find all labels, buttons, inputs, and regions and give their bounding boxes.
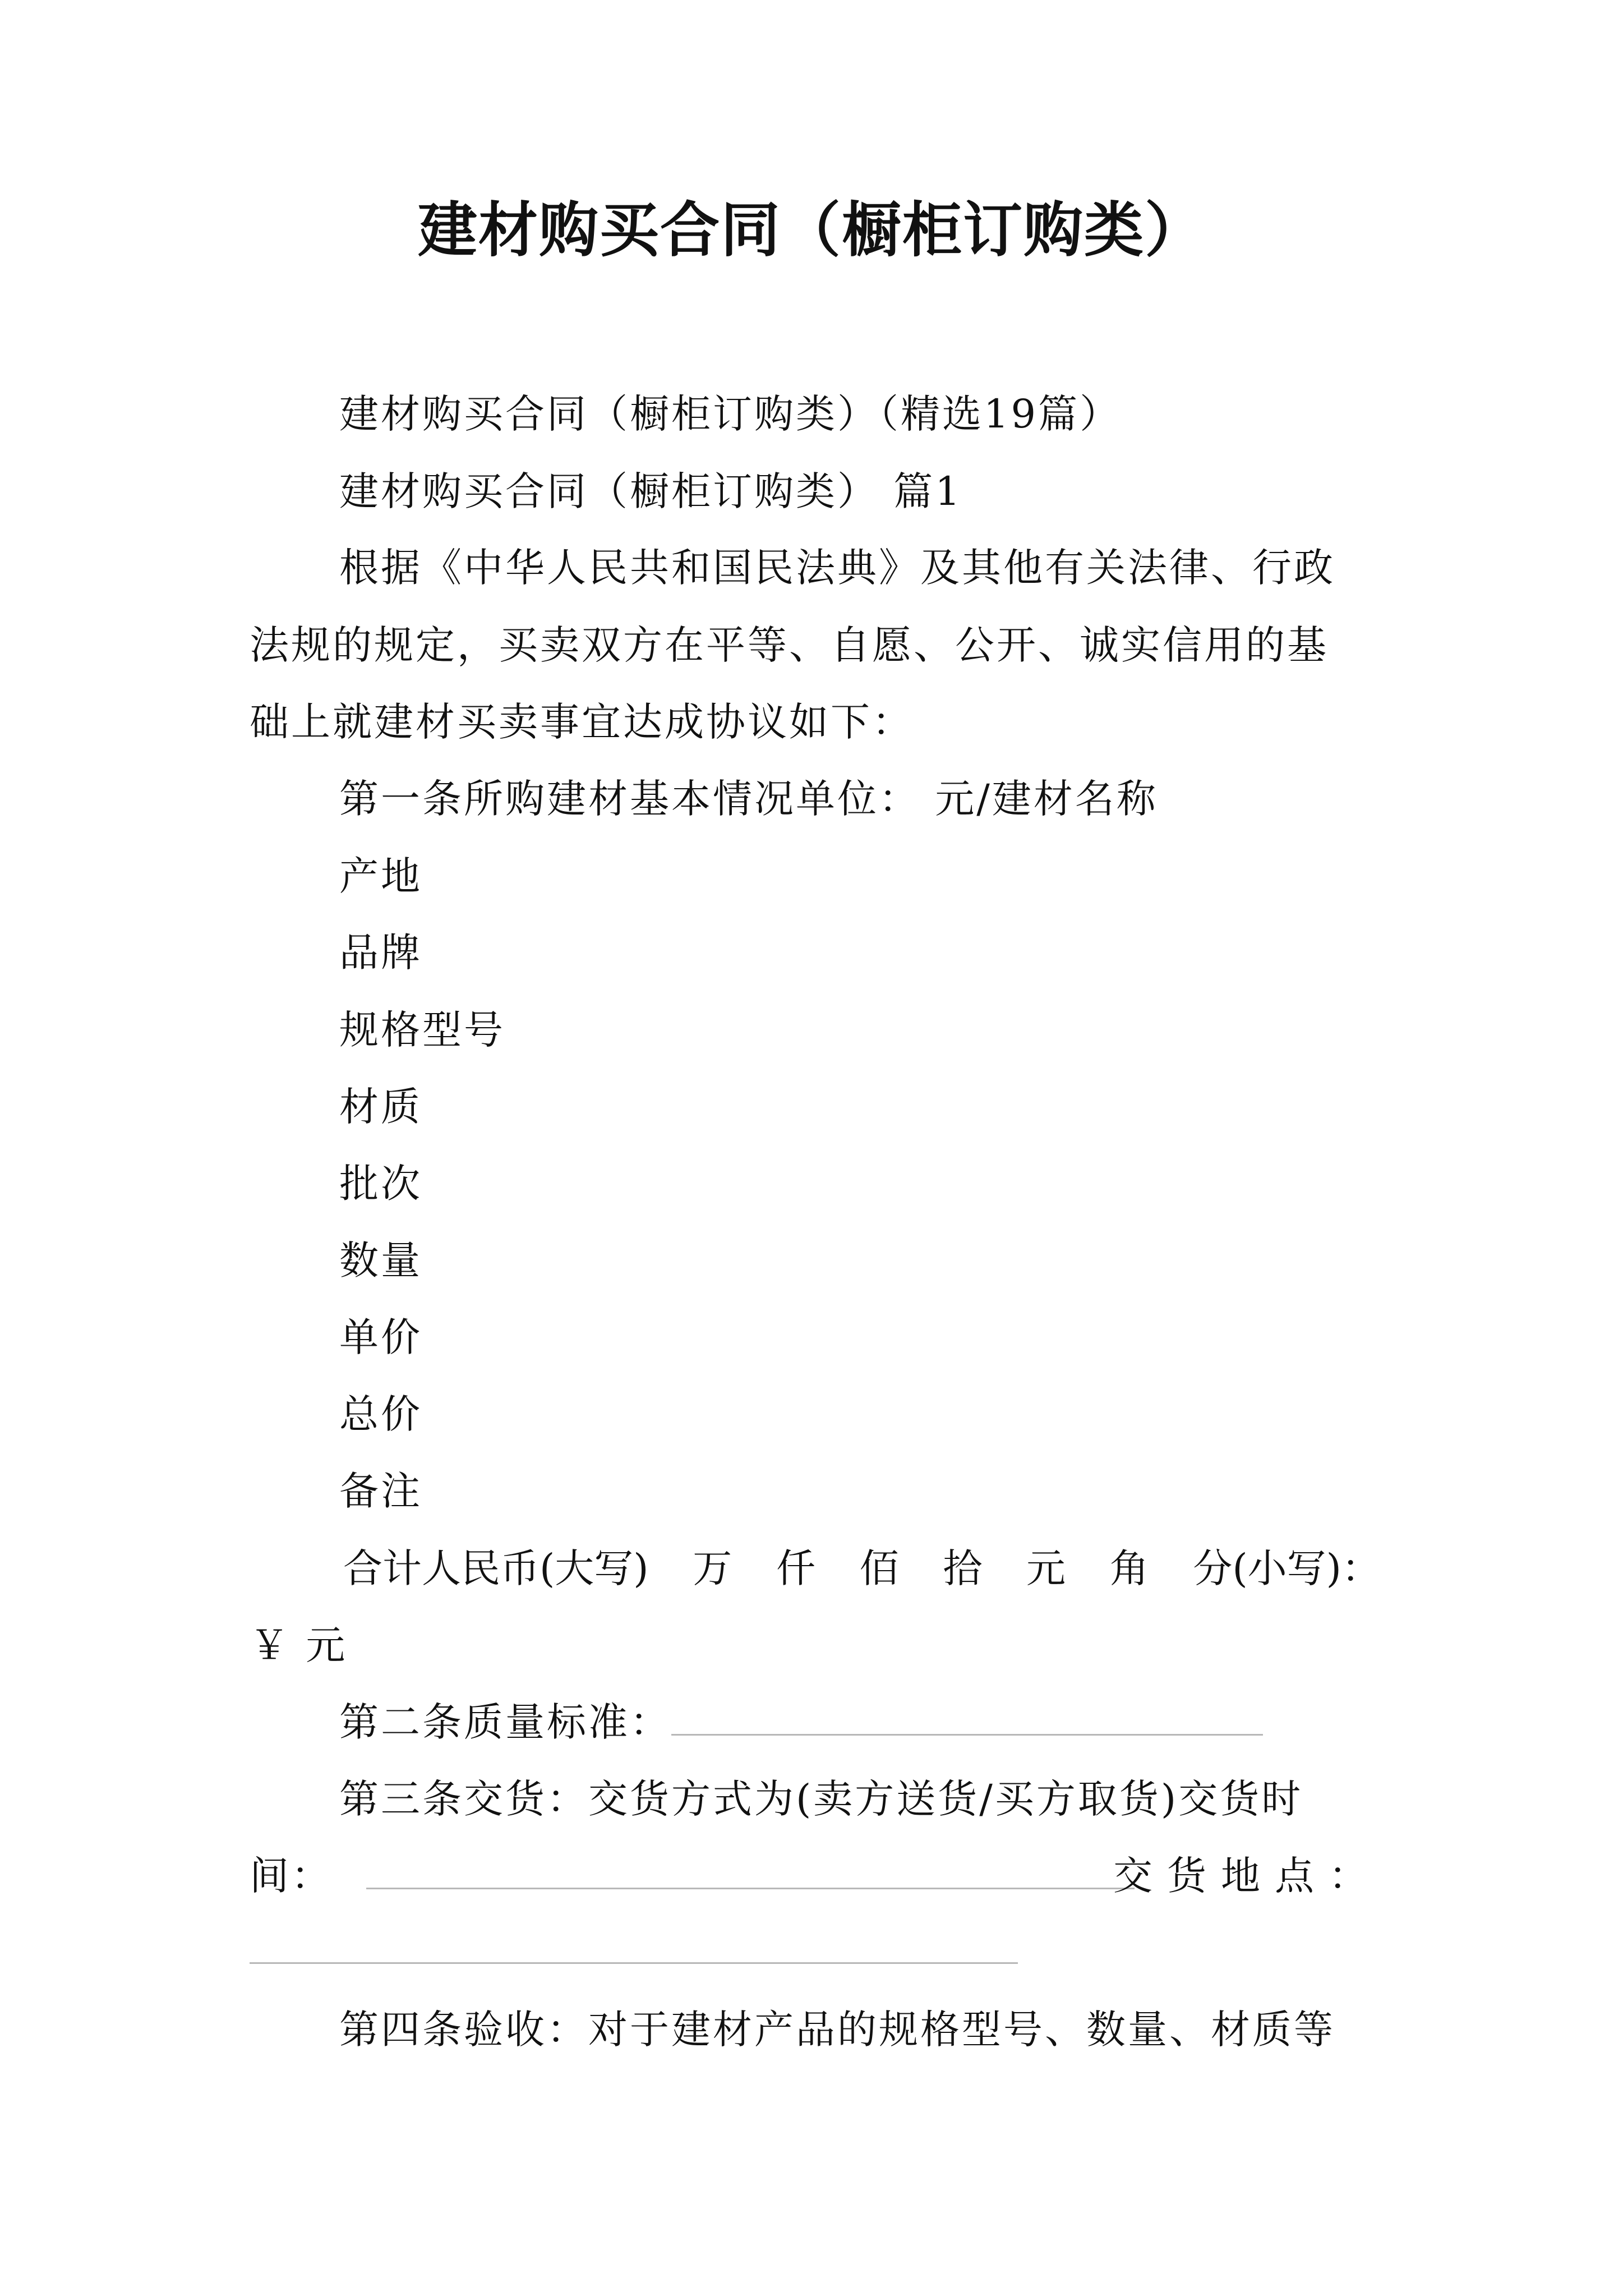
total-unit-fen-small: 分(小写)： — [1193, 1545, 1381, 1591]
intro-line-2: 法规的规定，买卖双方在平等、自愿、公开、诚实信用的基 — [250, 622, 1329, 668]
article-1: 第一条所购建材基本情况单位： 元/建材名称 — [339, 776, 1158, 822]
delivery-place-label: 交货地点： — [1113, 1853, 1382, 1899]
field-model: 规格型号 — [339, 1007, 505, 1053]
total-unit-jiao: 角 — [1109, 1545, 1149, 1591]
quality-standard-blank — [671, 1695, 1263, 1736]
field-brand: 品牌 — [339, 930, 422, 976]
article-2-label: 第二条质量标准： — [339, 1699, 671, 1745]
delivery-time-blank — [366, 1848, 1135, 1889]
field-batch: 批次 — [339, 1161, 422, 1207]
document-title: 建材购买合同（橱柜订购类） — [418, 195, 1205, 265]
intro-line-3: 础上就建材买卖事宜达成协议如下： — [250, 699, 914, 745]
article-4: 第四条验收：对于建材产品的规格型号、数量、材质等 — [339, 2007, 1335, 2053]
section-heading: 建材购买合同（橱柜订购类） 篇1 — [339, 468, 962, 514]
field-remarks: 备注 — [339, 1468, 422, 1514]
total-unit-wan: 万 — [693, 1545, 732, 1591]
delivery-time-label: 间： — [250, 1853, 333, 1899]
total-label: 合计人民币(大写) — [343, 1545, 649, 1591]
total-unit-qian: 仟 — [776, 1545, 815, 1591]
field-material: 材质 — [339, 1084, 422, 1130]
total-unit-shi: 拾 — [943, 1545, 983, 1591]
field-quantity: 数量 — [339, 1237, 422, 1283]
field-origin: 产地 — [339, 853, 422, 899]
article-2 — [339, 1694, 1263, 1750]
article-3-line-2 — [250, 1848, 1382, 1904]
total-amount-figure: ￥ 元 — [250, 1622, 348, 1668]
field-unit-price: 单价 — [339, 1314, 422, 1360]
delivery-place-blank — [250, 1962, 1018, 1964]
article-3-line-1: 第三条交货：交货方式为(卖方送货/买方取货)交货时 — [339, 1776, 1303, 1822]
total-unit-yuan: 元 — [1026, 1545, 1066, 1591]
field-total-price: 总价 — [339, 1391, 422, 1437]
total-unit-bai: 佰 — [859, 1545, 899, 1591]
intro-line-1: 根据《中华人民共和国民法典》及其他有关法律、行政 — [339, 545, 1335, 591]
total-amount-line — [343, 1540, 1381, 1596]
document-subtitle: 建材购买合同（橱柜订购类）（精选19篇） — [339, 391, 1122, 437]
